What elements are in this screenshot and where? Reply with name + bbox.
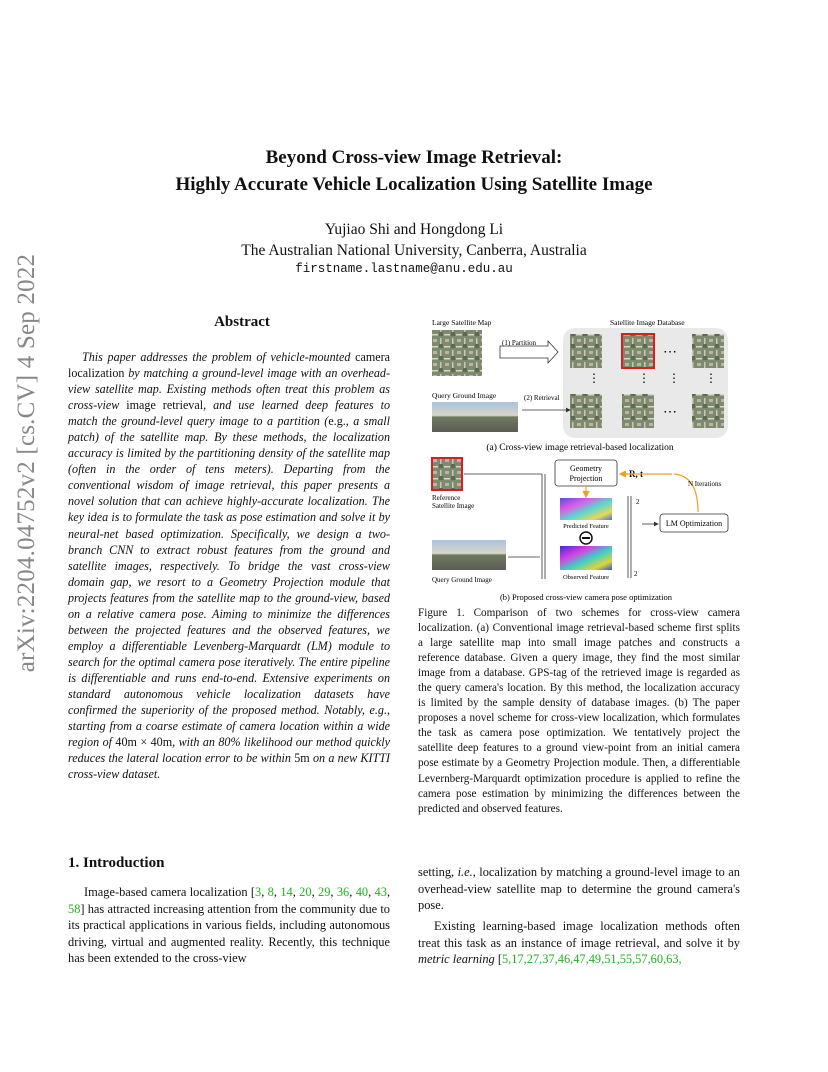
svg-text:Projection: Projection xyxy=(569,474,603,483)
citation-link[interactable]: 43 xyxy=(374,885,387,899)
figure-caption: Figure 1. Comparison of two schemes for cross-view camera localization. (a) Conventional image retrieval-based scheme first splits a large satellite map into small image patches and constructs a reference database. Given a query image, they find the most similar image from a database. GPS-tag of the retrieved image is regarded as the query camera's location. By this method, the localization accuracy is limited by the sample density of database images. (b) The paper proposes a novel scheme for cross-view localization, which formulates the task as camera pose optimization. We tentatively project the satellite deep features to a ground view-point from an initial camera pose estimate by a Geometry Projection module. Then, a differentiable Levernberg-Marquardt optimization procedure is applied to refine the camera pose estimation by minimizing the differences between the predicted and observed features. xyxy=(418,607,740,815)
query-label-bottom: Query Ground Image xyxy=(432,576,492,584)
col2-paragraph-2: Existing learning-based image localization methods often treat this task as an instance of image retrieval, and solve it by metric learning [5,17,27,37,46,47,49,51,55,57,60,63, xyxy=(418,919,740,967)
citation-link[interactable]: 29 xyxy=(318,885,331,899)
figure-1 xyxy=(420,314,740,604)
svg-text:2: 2 xyxy=(634,570,638,578)
reference-satellite-image xyxy=(432,458,462,490)
abstract-heading: Abstract xyxy=(214,314,270,330)
svg-text:⋮: ⋮ xyxy=(668,371,680,385)
svg-text:⋯: ⋯ xyxy=(663,405,677,420)
citation-link[interactable]: 8 xyxy=(267,885,274,899)
reference-label-2: Satellite Image xyxy=(432,502,475,510)
retrieval-label: (2) Retrieval xyxy=(524,394,560,402)
query-label-top: Query Ground Image xyxy=(432,391,497,400)
svg-text:⋯: ⋯ xyxy=(663,345,677,360)
svg-text:2: 2 xyxy=(636,498,640,506)
arxiv-stamp: arXiv:2204.04752v2 [cs.CV] 4 Sep 2022 xyxy=(13,253,40,673)
title-line-1: Beyond Cross-view Image Retrieval: xyxy=(265,147,563,168)
section-heading-introduction: 1. Introduction xyxy=(68,855,165,871)
title-line-2: Highly Accurate Vehicle Localization Using Satellite Image xyxy=(175,174,653,195)
svg-text:LM Optimization: LM Optimization xyxy=(665,519,723,528)
paper-title xyxy=(0,144,828,198)
authors: Yujiao Shi and Hongdong Li xyxy=(324,221,504,238)
database-label: Satellite Image Database xyxy=(610,318,685,327)
observed-label: Observed Feature xyxy=(562,574,610,581)
large-satellite-image xyxy=(432,330,482,376)
author-block xyxy=(0,219,828,261)
svg-text:⋮: ⋮ xyxy=(638,371,650,385)
caption-a: (a) Cross-view image retrieval-based localization xyxy=(486,443,674,453)
svg-text:⋮: ⋮ xyxy=(705,371,717,385)
query-image-top xyxy=(432,402,518,432)
col2-paragraph-1: setting, i.e., localization by matching a ground-level image to an overhead-view satellite map to determine the ground camera's pose. xyxy=(418,865,740,913)
email: firstname.lastname@anu.edu.au xyxy=(295,262,513,276)
reference-label-1: Reference xyxy=(432,494,461,502)
citation-link[interactable]: 3 xyxy=(255,885,262,899)
citation-list[interactable]: 5,17,27,37,46,47,49,51,55,57,60,63, xyxy=(501,952,682,967)
large-satellite-label: Large Satellite Map xyxy=(432,318,492,327)
caption-b: (b) Proposed cross-view camera pose optimization xyxy=(499,592,673,602)
predicted-feature-map xyxy=(560,498,612,520)
intro-paragraph: Image-based camera localization [3, 8, 14, 20, 29, 36, 40, 43, 58] has attracted increasing attention from the community due to its practical applications in various fields, including autonomous driving, virtual and augmented reality. Recently, this technique has been extended to the cross-view xyxy=(68,885,391,966)
citation-link[interactable]: 58 xyxy=(68,901,81,916)
retrieved-patch xyxy=(622,334,654,368)
observed-feature-map xyxy=(560,546,612,570)
svg-text:Geometry: Geometry xyxy=(570,464,602,473)
citation-link[interactable]: 20 xyxy=(299,885,312,899)
predicted-label: Predicted Feature xyxy=(563,523,609,530)
citation-link[interactable]: 36 xyxy=(336,885,350,899)
iterations-label: N Iterations xyxy=(688,480,722,488)
svg-text:⋮: ⋮ xyxy=(588,371,600,385)
abstract-body: This paper addresses the problem of vehicle-mounted camera localization by matching a ground-level image with an overhead-view satellite map. Existing methods often treat this problem as cross-view image retrieval, and use learned deep features to match the ground-level query image to a partition (e.g., a small patch) of the satellite map. By these methods, the localization accuracy is limited by the partitioning density of the satellite map (often in the order of tens meters). Departing from the conventional wisdom of image retrieval, this paper presents a novel solution that can achieve highly-accurate localization. The key idea is to formulate the task as pose estimation and solve it by neural-net based optimization. Specifically, we design a two-branch CNN to extract robust features from the ground and satellite images, respectively. To bridge the vast cross-view domain gap, we resort to a Geometry Projection module that projects features from the satellite map to the ground-view, based on a relative camera pose. Aiming to minimize the differences between the projected features and the observed features, we employ a differentiable Levenberg-Marquardt (LM) module to search for the optimal camera pose iteratively. The entire pipeline is differentiable and runs end-to-end. Extensive experiments on standard autonomous vehicle localization datasets have confirmed the superiority of the proposed method. Notably, e.g., starting from a coarse estimate of camera location within a wide region of 40m × 40m, with an 80% likelihood our method quickly reduces the lateral location error to be within 5m on a new KITTI cross-view dataset. xyxy=(68,350,391,782)
affiliation: The Australian National University, Canberra, Australia xyxy=(241,242,587,259)
rt-label: R, t xyxy=(629,469,643,479)
partition-label: (1) Partition xyxy=(502,339,537,347)
citation-link[interactable]: 40 xyxy=(355,885,369,899)
citation-link[interactable]: 14 xyxy=(280,885,293,899)
query-image-bottom xyxy=(432,540,506,570)
